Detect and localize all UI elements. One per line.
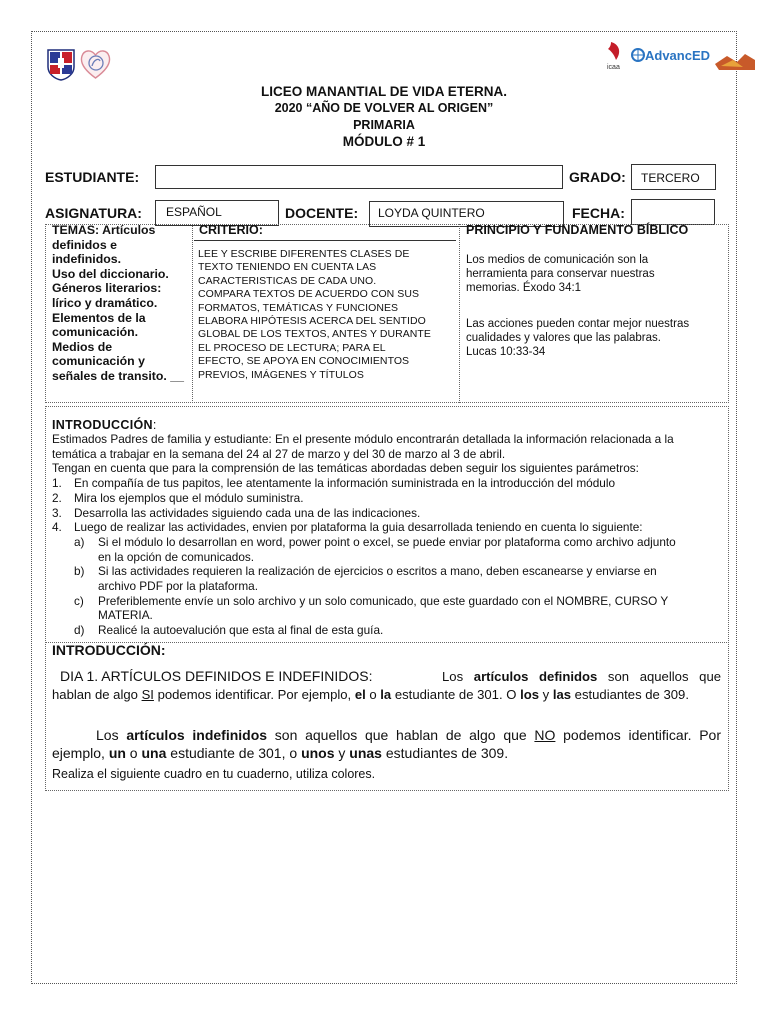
svg-text:AdvancED: AdvancED (645, 48, 711, 63)
introduction-title: INTRODUCCIÓN: (52, 418, 157, 432)
indefinite-articles-paragraph: Los artículos indefinidos son aquellos que hablan de algo que NO podemos identificar. Por ejemplo, un o una estudiante de 301, o unos y unas estudiantes de 309. (52, 727, 722, 761)
day-one-heading: DIA 1. ARTÍCULOS DEFINIDOS E INDEFINIDOS: (60, 668, 373, 684)
subject-value: ESPAÑOL (166, 205, 222, 219)
numbered-item: 4. Luego de realizar las actividades, envien por plataforma la guia desarrollada teniendo en cuenta lo siguiente: (52, 520, 643, 535)
column-divider (192, 224, 193, 403)
temas-list: TEMAS: Artículos definidos e indefinidos. Uso del diccionario. Géneros literarios: lírico y dramático. Elementos de la comunicación. Medios de comunicación y señales de transito. __ (52, 223, 184, 383)
advanced-logo (629, 40, 757, 74)
level-title: PRIMARIA (353, 118, 415, 132)
numbered-item: 1. En compañía de tus papitos, lee atentamente la información suministrada en la introducción del módulo (52, 476, 616, 491)
school-shield-logo (47, 49, 75, 81)
principio-paragraph-2: Las acciones pueden contar mejor nuestras cualidades y valores que las palabras. Lucas 10:33-34 (466, 318, 690, 359)
school-year-motto: 2020 “AÑO DE VOLVER AL ORIGEN” (274, 101, 494, 115)
criterio-title: CRITERIO: (199, 223, 263, 237)
criterio-text: LEE Y ESCRIBE DIFERENTES CLASES DE TEXTO TENIENDO EN CUENTA LAS CARACTERISTICAS DE CADA UNO. COMPARA TEXTOS DE ACUERDO CON SUS FORMATOS, TEMÁTICAS Y FUNCIONES ELABORA HIPÓTESIS ACERCA DEL SENTIDO GLOBAL DE LOS TEXTOS, ANTES Y DURANTE EL PROCESO DE LECTURA; PARA EL EFECTO, SE APOYA EN CONOCIMIENTOS PREVIOS, IMÁGENES Y TÍTULOS (198, 248, 431, 381)
definite-articles-paragraph: DIA 1. ARTÍCULOS DEFINIDOS E INDEFINIDOS: Los artículos definidos son aquellos que hablan de algo SI podemos identificar. Por ejemplo, el o la estudiante de 301. O los y las estudiantes de 309. (52, 668, 722, 702)
student-field[interactable] (155, 165, 563, 189)
teacher-value: LOYDA QUINTERO (378, 206, 485, 220)
module-title: MÓDULO # 1 (342, 134, 426, 149)
subject-label: ASIGNATURA: (45, 205, 142, 221)
lettered-item: c) Preferiblemente envíe un solo archivo y un solo comunicado, que este guardado con el NOMBRE, CURSO Y MATERIA. (74, 593, 669, 623)
lettered-item: a) Si el módulo lo desarrollan en word, power point o excel, se puede enviar por plataforma como archivo adjunto en la opción de comunicados. (74, 534, 676, 564)
lettered-item: b) Si las actividades requieren la realización de ejercicios o escritos a mano, deben escanearse y enviarse en archivo PDF por la plataforma. (74, 564, 657, 594)
lettered-item: d) Realicé la autoevalución que esta al final de esta guía. (74, 623, 384, 638)
date-label: FECHA: (572, 205, 625, 221)
principio-paragraph-1: Los medios de comunicación son la herramienta para conservar nuestras memorias. Éxodo 34:1 (466, 254, 655, 295)
date-field[interactable] (631, 199, 715, 225)
column-divider (459, 224, 460, 403)
school-name: LICEO MANANTIAL DE VIDA ETERNA. (260, 84, 507, 99)
heart-emblem-logo (79, 47, 112, 81)
criterio-rule (194, 240, 456, 241)
grade-value: TERCERO (641, 171, 700, 185)
instruction-text: Realiza el siguiente cuadro en tu cuaderno, utiliza colores. (52, 767, 376, 781)
grade-label: GRADO: (569, 169, 626, 185)
numbered-item: 2. Mira los ejemplos que el módulo suministra. (52, 490, 304, 505)
icaa-logo (604, 40, 628, 72)
teacher-label: DOCENTE: (285, 205, 359, 221)
lesson-title: INTRODUCCIÓN: (52, 642, 166, 658)
numbered-item: 3. Desarrolla las actividades siguiendo cada una de las indicaciones. (52, 505, 421, 520)
principio-title: PRINCIPIO Y FUNDAMENTO BÍBLICO (466, 223, 689, 237)
svg-text:icaa: icaa (607, 64, 620, 71)
grade-field[interactable] (631, 164, 716, 190)
student-label: ESTUDIANTE: (45, 169, 140, 185)
introduction-body: Estimados Padres de familia y estudiante: En el presente módulo encontrarán detallada la información relacionada a la temática a trabajar en la semana del 24 al 27 de marzo y del 30 de marzo al 3 de abril. Tengan en cuenta que para la comprensión de las temáticas abordadas deben seguir los siguientes parámetros: 1. En compañía de tus papitos, lee atentamente la información suministrada en la introducción del módulo 2. Mira los ejemplos que el módulo suministra. 3. Desarrolla las actividades siguiendo cada una de las indicaciones. 4. Luego de realizar las actividades, envien por plataforma la guia desarrollada teniendo en cuenta lo siguiente: a) Si el módulo lo desarrollan en word, power point o excel, se puede enviar por plataforma como archivo adjunto en la opción de comunicados. b) Si las actividades requieren la realización de ejercicios o escritos a mano, deben escanearse y enviarse en archivo PDF por la plataforma. c) Preferiblemente envíe un solo archivo y un solo comunicado, que este guardado con el NOMBRE, CURSO Y MATERIA. d) Realicé la autoevalución que esta al final de esta guía. (52, 432, 724, 638)
